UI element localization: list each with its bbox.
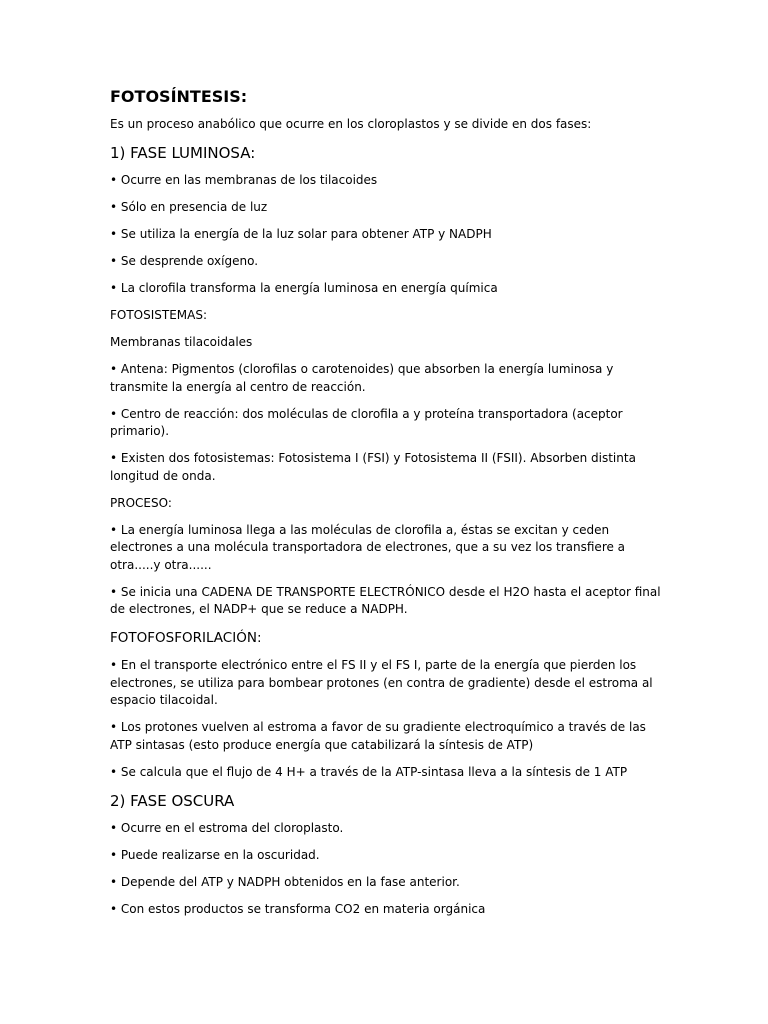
bullet-item: • Con estos productos se transforma CO2 en materia orgánica: [110, 901, 486, 916]
bullet-item: • Centro de reacción: dos moléculas de clorofila a y proteína transportadora (aceptor primario).: [110, 406, 623, 438]
proceso-label: PROCESO:: [110, 495, 172, 510]
bullet-item: • La clorofila transforma la energía luminosa en energía química: [110, 281, 498, 295]
bullet-item: • Ocurre en el estroma del cloroplasto.: [110, 820, 344, 835]
bullet-item: • Depende del ATP y NADPH obtenidos en la fase anterior.: [110, 874, 460, 889]
bullet-item: • Sólo en presencia de luz: [110, 200, 268, 214]
document-title: FOTOSÍNTESIS:: [110, 87, 248, 106]
document-page: [110, 86, 662, 928]
fase-oscura-heading: 2) FASE OSCURA: [110, 791, 235, 810]
bullet-item: • Se utiliza la energía de la luz solar para obtener ATP y NADPH: [110, 227, 492, 241]
bullet-item: • En el transporte electrónico entre el FS II y el FS I, parte de la energía que pierden los electrones, se utiliza para bombear protones (en contra de gradiente) desde el estroma al espacio tilacoidal.: [110, 658, 653, 707]
fotosistemas-label: FOTOSISTEMAS:: [110, 308, 208, 322]
fotosistemas-subtitle: Membranas tilacoidales: [110, 335, 253, 349]
fase-luminosa-heading: 1) FASE LUMINOSA:: [110, 144, 256, 162]
bullet-item: • Antena: Pigmentos (clorofilas o carotenoides) que absorben la energía luminosa y transmite la energía al centro de reacción.: [110, 362, 614, 394]
fotofosforilacion-heading: FOTOFOSFORILACIÓN:: [110, 630, 262, 646]
intro-paragraph: Es un proceso anabólico que ocurre en los cloroplastos y se divide en dos fases:: [110, 117, 592, 131]
bullet-item: • Puede realizarse en la oscuridad.: [110, 847, 320, 862]
bullet-item: • La energía luminosa llega a las moléculas de clorofila a, éstas se excitan y ceden electrones a una molécula transportadora de electrones, que a su vez los transfiere a otra.....y otra......: [110, 522, 626, 572]
bullet-item: • Los protones vuelven al estroma a favor de su gradiente electroquímico a través de las ATP sintasas (esto produce energía que catabilizará la síntesis de ATP): [110, 720, 646, 752]
bullet-item: • Se calcula que el flujo de 4 H+ a través de la ATP-sintasa lleva a la síntesis de 1 ATP: [110, 764, 628, 779]
bullet-item: • Ocurre en las membranas de los tilacoides: [110, 173, 378, 187]
bullet-item: • Se desprende oxígeno.: [110, 254, 259, 268]
bullet-item: • Se inicia una CADENA DE TRANSPORTE ELECTRÓNICO desde el H2O hasta el aceptor final de electrones, el NADP+ que se reduce a NADPH.: [110, 584, 661, 616]
bullet-item: • Existen dos fotosistemas: Fotosistema I (FSI) y Fotosistema II (FSII). Absorben distinta longitud de onda.: [110, 451, 636, 483]
